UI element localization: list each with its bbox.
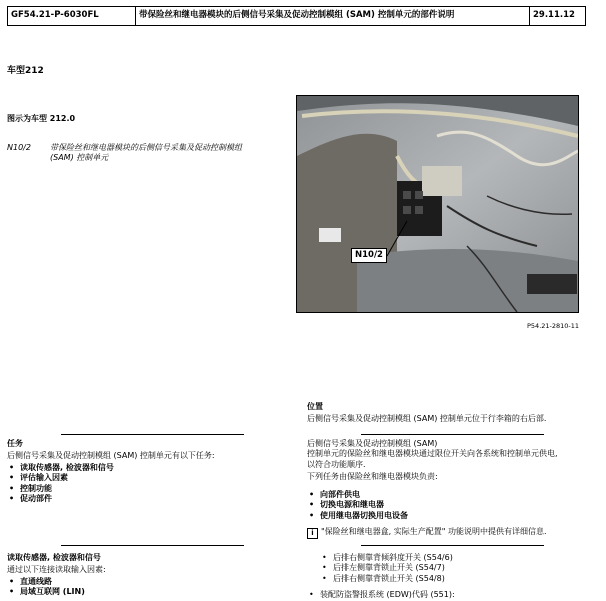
ref-code: N10/2 xyxy=(7,143,31,152)
info-note xyxy=(307,527,592,539)
info-icon: i xyxy=(307,528,318,539)
component-photo xyxy=(296,95,579,313)
list-item: • 评估输入因素 xyxy=(7,473,287,483)
location-heading: 位置 xyxy=(307,402,323,411)
list-item: • 使用继电器切换用电设备 xyxy=(307,511,587,521)
shown-model-text: 图示为车型 212.0 xyxy=(7,114,76,123)
list-item: • 向部件供电 xyxy=(307,490,587,500)
doc-id: GF54.21-P-6030FL xyxy=(8,7,136,25)
task-intro: 后侧信号采集及促动控制模组 (SAM) 控制单元有以下任务: xyxy=(7,451,215,460)
doc-date: 29.11.12 xyxy=(533,10,575,21)
fuse-task-list xyxy=(307,490,587,521)
fuse-line-3: 以符合功能顺序. xyxy=(307,459,366,469)
list-item: • 后排右侧靠背倾斜度开关 (S54/6) xyxy=(307,553,592,563)
rule-right-1 xyxy=(361,434,544,435)
ref-desc-line2: (SAM) 控制单元 xyxy=(50,153,109,163)
rule-left-2 xyxy=(61,545,244,546)
fuse-module-text xyxy=(307,439,592,483)
sensors-list xyxy=(7,577,287,598)
task-list xyxy=(7,463,287,505)
rule-left-1 xyxy=(61,434,244,435)
ref-desc xyxy=(50,143,290,164)
list-item: • 读取传感器, 检波器和信号 xyxy=(7,463,287,473)
list-item: • 直通线路 xyxy=(7,577,287,587)
list-item: • 装配防盗警报系统 (EDW)代码 (551): xyxy=(307,590,592,600)
model-heading: 车型212 xyxy=(7,66,44,76)
list-item: • 局域互联网 (LIN) xyxy=(7,587,287,597)
list-item: • 控制功能 xyxy=(7,484,287,494)
photo-illustration xyxy=(297,96,578,312)
location-text: 后侧信号采集及促动控制模组 (SAM) 控制单元位于行李箱的右后部. xyxy=(307,414,547,423)
rule-right-2 xyxy=(361,545,544,546)
shown-model xyxy=(7,114,75,124)
photo-id: P54.21-2810-11 xyxy=(527,322,580,330)
photo-callout: N10/2 xyxy=(351,248,387,263)
fuse-line-2: 控制单元的保险丝和继电器模块通过限位开关向各系统和控制单元供电, xyxy=(307,449,558,459)
list-item: • 切换电源和继电器 xyxy=(307,500,587,510)
sensors-heading: 读取传感器, 检波器和信号 xyxy=(7,553,101,562)
fuse-line-1: 后侧信号采集及促动控制模组 (SAM) xyxy=(307,439,438,448)
sensors-intro: 通过以下连接读取输入因素: xyxy=(7,565,106,574)
task-heading: 任务 xyxy=(7,439,23,448)
list-item: • 后排左侧靠背锁止开关 (S54/7) xyxy=(307,563,592,573)
alarm-list xyxy=(307,590,592,600)
list-item: • 后排右侧靠背锁止开关 (S54/8) xyxy=(307,574,592,584)
fuse-line-4: 下列任务由保险丝和继电器模块负责: xyxy=(307,472,438,482)
header-table xyxy=(7,6,586,26)
info-note-text: "保险丝和继电器盒, 实际生产配置" 功能说明中提供有详细信息. xyxy=(321,527,547,536)
doc-title: 带保险丝和继电器模块的后侧信号采集及促动控制模组 (SAM) 控制单元的部件说明 xyxy=(136,7,530,25)
ref-desc-line1: 带保险丝和继电器模块的后侧信号采集及促动控制模组 xyxy=(50,143,242,152)
switches-list xyxy=(307,553,592,584)
list-item: • 促动部件 xyxy=(7,494,287,504)
